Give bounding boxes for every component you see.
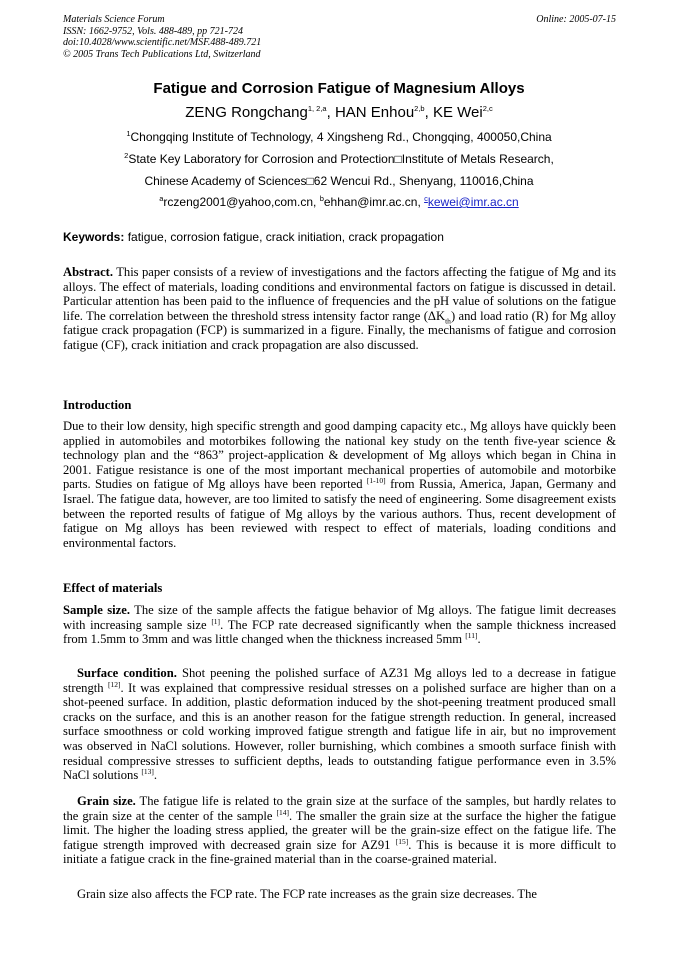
affiliation-2 (0, 152, 678, 166)
section-heading: Effect of materials (63, 581, 163, 595)
citation-ref: [1] (211, 616, 221, 626)
citation-ref: [14] (276, 807, 289, 817)
paragraph-text: . (153, 768, 158, 783)
affiliation-sup: 2 (124, 151, 129, 160)
journal-header (63, 14, 616, 60)
affiliation-text: State Key Laboratory for Corrosion and Protection□Institute of Metals Research, (128, 152, 554, 166)
author-sup: 2,c (482, 104, 493, 113)
grain-size-paragraph (63, 794, 616, 867)
abstract-text: ) and load ratio (R) for Mg alloy fatigue crack propagation (FCP) is summarized in a figure. Finally, the mechanisms of fatigue and corrosion fatigue (CF), crack initiation and crack propagation are also discussed. (63, 308, 616, 352)
paragraph-text: . The FCP rate decreased significantly when the sample thickness increased from 1.5mm to 3mm and was little changed when the thickness increased 5mm (63, 617, 616, 647)
copyright-line: © 2005 Trans Tech Publications Ltd, Switzerland (63, 48, 261, 60)
keywords-line (63, 230, 616, 244)
author-separator: , (326, 104, 335, 121)
journal-name: Materials Science Forum (63, 14, 165, 25)
affiliation-2-address: Chinese Academy of Sciences□62 Wencui Rd., Shenyang, 110016,China (144, 174, 534, 188)
paragraph-text: The fatigue life is related to the grain size at the surface of the samples, but hardly relates to the grain size at the center of the sample (63, 794, 616, 823)
author-list (0, 104, 678, 121)
paragraph-text: Due to their low density, high specific strength and good damping capacity etc., Mg alloys have quickly been applied in automobiles and motorbikes following the national key study on the tenth five-year science & technology plan and the “863” project-application & development of Mg alloys which began in China in 2001. Fatigue resistance is one of the most important mechanical properties of automobile and motorbike parts. Studies on fatigue of Mg alloys have been reported (63, 419, 616, 492)
sample-size-paragraph (63, 603, 616, 647)
paper-title: Fatigue and Corrosion Fatigue of Magnesium Alloys (153, 80, 525, 97)
affiliation-sup: 1 (126, 129, 131, 138)
email-sup: a (159, 194, 164, 203)
paragraph-text: . This is because it is more difficult to initiate a fatigue crack in the fine-grained material than in the coarse-grained material. (63, 837, 616, 867)
paragraph-text: The size of the sample affects the fatigue behavior of Mg alloys. The fatigue limit decreases with increasing sample size (63, 603, 616, 632)
doi-line: doi:10.4028/www.scientific.net/MSF.488-489.721 (63, 37, 262, 48)
keywords-text: fatigue, corrosion fatigue, crack initiation, crack propagation (124, 230, 444, 244)
email-a: rczeng2001@yahoo,com.cn, (163, 195, 320, 209)
email-link[interactable]: kewei@imr.ac.cn (427, 195, 519, 209)
email-sup: b (319, 194, 324, 203)
abstract-text: This paper consists of a review of investigations and the factors affecting the fatigue of Mg and its alloys. The effect of materials, loading conditions and environmental factors on fatigue is discussed in detail. Particular attention has been paid to the influence of frequencies and the pH value of solutions on the fatigue life. The correlation between the threshold stress intensity factor range (ΔK (63, 265, 616, 323)
issn-line: ISSN: 1662-9752, Vols. 488-489, pp 721-724 (63, 25, 243, 37)
author-separator: , (424, 104, 433, 121)
section-heading: Introduction (63, 398, 132, 412)
abstract-label: Abstract. (63, 265, 114, 279)
author-name: KE Wei (432, 104, 483, 121)
paragraph-text: . The smaller the grain size at the surface the higher the fatigue limit. The higher the loading stress applied, the greater will be the grain-size effect on the fatigue life. The fatigue strength improved with decreased grain size for AZ91 (63, 808, 616, 852)
paragraph-lead: Sample size. (63, 603, 130, 617)
citation-ref: [13] (141, 766, 154, 776)
keywords-label: Keywords: (63, 230, 125, 244)
paragraph-lead: Surface condition. (77, 666, 177, 680)
subscript: th (445, 316, 451, 326)
author-sup: 2,b (414, 104, 425, 113)
paragraph-text: . (477, 632, 481, 647)
affiliation-text: Chongqing Institute of Technology, 4 Xingsheng Rd., Chongqing, 400050,China (130, 130, 552, 144)
citation-ref: [12] (108, 679, 121, 689)
author-name: ZENG Rongchang (185, 104, 308, 121)
email-line (0, 195, 678, 209)
email-sup: c (424, 194, 428, 203)
paragraph-lead: Grain size. (77, 794, 136, 808)
paragraph-text: from Russia, America, Japan, Germany and Israel. The fatigue data, however, are too limited to satisfy the need of engineering. Some disagreement exists between the reported results of fatigue of Mg alloys by the various authors. Thus, recent development of fatigue on Mg alloys has been reviewed with respect to effect of materials, loading conditions and environmental factors. (63, 477, 616, 550)
online-date: Online: 2005-07-15 (536, 14, 616, 25)
introduction-paragraph (63, 419, 616, 550)
author-sup: 1, 2,a (307, 104, 327, 113)
paragraph-text: Shot peening the polished surface of AZ31 Mg alloys led to a decrease in fatigue strength (63, 666, 617, 695)
citation-ref: [11] (465, 631, 478, 640)
paragraph-text: . It was explained that compressive residual stresses on a polished surface are higher than on a shot-peened surface. In addition, plastic deformation induced by the shot-peening treatment produced small cracks on the surface, and this is an another reason for the fatigue strength reduction. In general, increased surface smoothness or cold working improved fatigue strength and fatigue life in air, but no improvement was observed in NaCl solutions. However, roller burnishing, which combines a smooth surface finish with residual compressive stresses to sufficient depths, leads to outstanding fatigue performance even in 3.5% NaCl solutions (63, 680, 616, 783)
surface-condition-paragraph (63, 666, 616, 783)
affiliation-1 (0, 130, 678, 144)
email-b: ehhan@imr.ac.cn, (323, 195, 425, 209)
citation-ref: [15] (395, 836, 409, 846)
abstract-paragraph (63, 265, 616, 353)
grain-size-fcp-paragraph: Grain size also affects the FCP rate. The FCP rate increases as the grain size decreases. The (77, 887, 537, 901)
citation-ref: [1-10] (366, 476, 386, 486)
author-name: HAN Enhou (334, 104, 415, 121)
